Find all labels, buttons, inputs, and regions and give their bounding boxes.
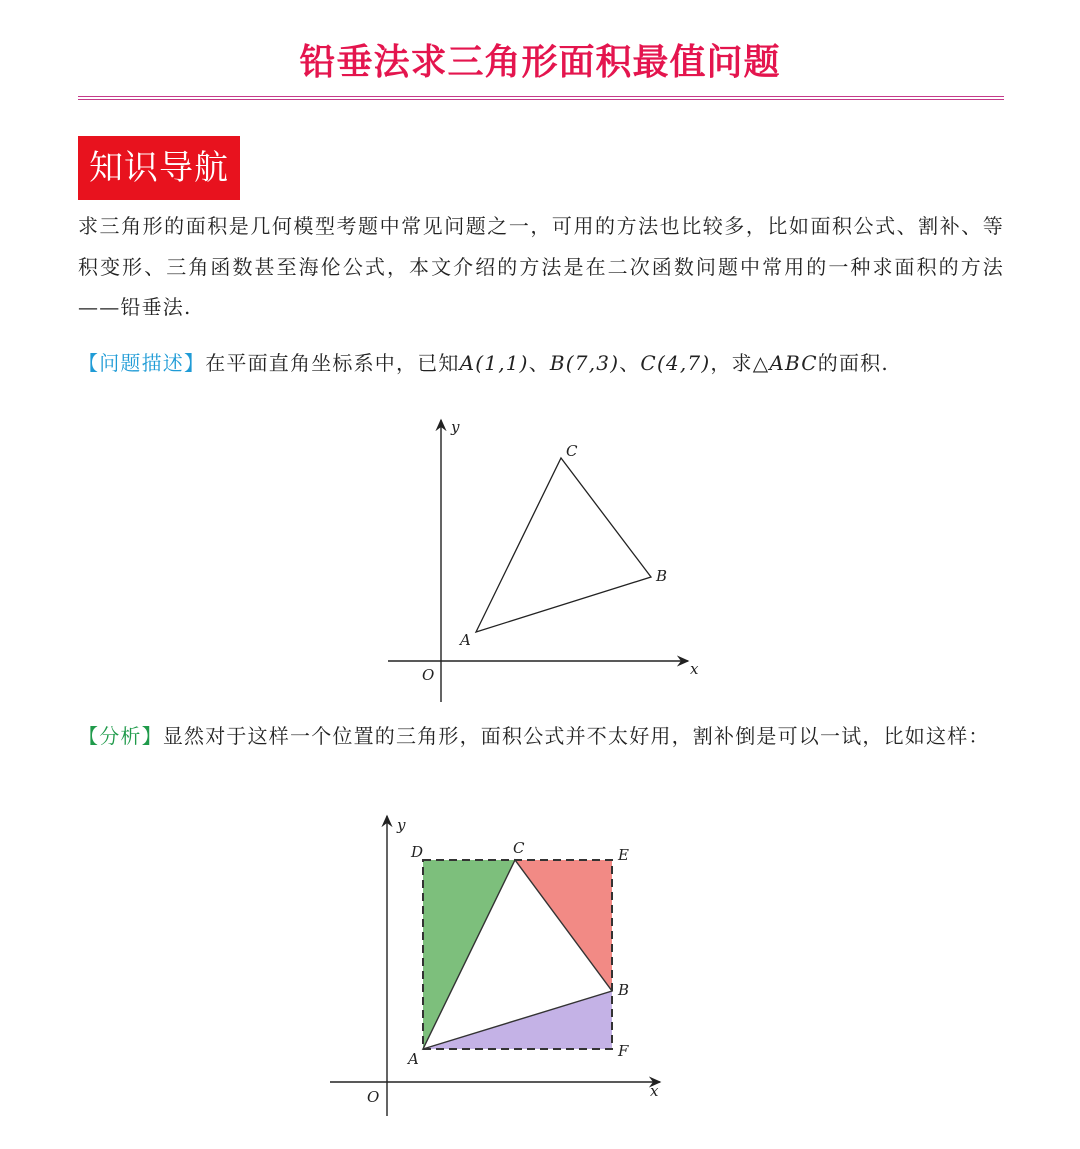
point-a-coords: (1,1) xyxy=(475,351,529,375)
intro-paragraph: 求三角形的面积是几何模型考题中常见问题之一，可用的方法也比较多，比如面积公式、割补、等积变形、三角函数甚至海伦公式，本文介绍的方法是在二次函数问题中常用的一种求面积的方法——铅垂法. xyxy=(78,214,1004,319)
point-a-name: A xyxy=(459,351,476,375)
analysis-tag: 【分析】 xyxy=(78,724,163,748)
figure-cut-and-fill xyxy=(322,806,672,1126)
point-b-coords: (7,3) xyxy=(565,351,620,375)
vertex-b-label: B xyxy=(618,981,630,999)
vertex-f-label: F xyxy=(618,1042,629,1060)
vertex-c-label: C xyxy=(513,839,525,857)
problem-paragraph xyxy=(78,343,1004,384)
problem-text-before: 在平面直角坐标系中，已知 xyxy=(205,351,460,375)
title-divider-bottom xyxy=(78,99,1004,100)
vertex-b-label: B xyxy=(656,567,668,585)
separator-1: 、 xyxy=(528,351,550,375)
triangle-symbol: △ABC xyxy=(752,351,818,375)
origin-label: O xyxy=(422,666,435,684)
y-axis-label: y xyxy=(397,816,406,834)
figure-triangle-abc xyxy=(380,410,700,705)
problem-text-after: 的面积. xyxy=(817,351,889,375)
problem-tag: 【问题描述】 xyxy=(78,351,206,375)
problem-text-middle: ，求 xyxy=(710,351,753,375)
vertex-d-label: D xyxy=(411,843,424,861)
point-c-name: C xyxy=(640,351,657,375)
triangle-abc xyxy=(476,458,651,632)
vertex-c-label: C xyxy=(566,442,578,460)
separator-2: 、 xyxy=(619,351,641,375)
analysis-paragraph xyxy=(78,716,1004,757)
page-title: 铅垂法求三角形面积最值问题 xyxy=(299,42,781,83)
vertex-a-label: A xyxy=(460,631,471,649)
x-axis-label: x xyxy=(690,660,699,678)
vertex-e-label: E xyxy=(618,846,629,864)
vertex-a-label: A xyxy=(408,1050,419,1068)
section-tag-knowledge-guide: 知识导航 xyxy=(78,136,240,200)
analysis-text: 显然对于这样一个位置的三角形，面积公式并不太好用，割补倒是可以一试，比如这样： xyxy=(162,724,990,748)
origin-label: O xyxy=(367,1088,380,1106)
y-axis-label: y xyxy=(451,418,460,436)
x-axis-label: x xyxy=(650,1082,659,1100)
point-c-coords: (4,7) xyxy=(656,351,711,375)
point-b-name: B xyxy=(549,351,566,375)
title-divider-top xyxy=(78,96,1004,97)
